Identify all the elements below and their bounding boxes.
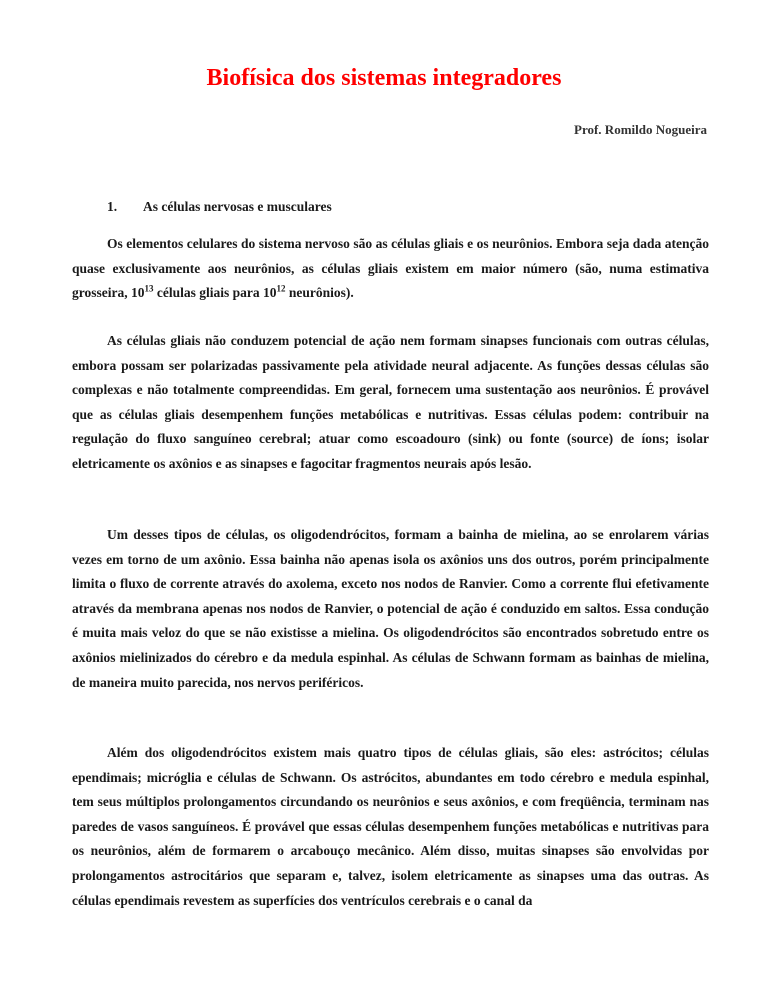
section-heading — [107, 199, 332, 215]
paragraph-2: As células gliais não conduzem potencial de ação nem formam sinapses funcionais com outras células, embora possam ser polarizadas passivamente pela atividade neural adjacente. As funções dessas células são complexas e não totalmente compreendidas. Em geral, fornecem uma sustentação aos neurônios. É provável que as células gliais desempenhem funções metabólicas e nutritivas. Essas células podem: contribuir na regulação do fluxo sanguíneo cerebral; atuar como escoadouro (sink) ou fonte (source) de íons; isolar eletricamente os axônios e as sinapses e fagocitar fragmentos neurais após lesão. — [72, 333, 709, 471]
paragraph-3: Um desses tipos de células, os oligodendrócitos, formam a bainha de mielina, ao se enrolarem várias vezes em torno de um axônio. Essa bainha não apenas isola os axônios uns dos outros, porém principalmente limita o fluxo de corrente através do axolema, exceto nos nodos de Ranvier. Como a corrente flui efetivamente através da membrana apenas nos nodos de Ranvier, o potencial de ação é conduzido em saltos. Essa condução é muita mais veloz do que se não existisse a mielina. Os oligodendrócitos são encontrados sobretudo entre os axônios mielinizados do cérebro e da medula espinhal. As células de Schwann formam as bainhas de mielina, de maneira muito parecida, nos nervos periféricos. — [72, 527, 709, 690]
exponent-13: 13 — [144, 283, 154, 294]
exponent-12: 12 — [276, 283, 286, 294]
section-number: 1. — [107, 199, 118, 214]
section-title: As células nervosas e musculares — [143, 199, 332, 214]
author-name: Prof. Romildo Nogueira — [574, 122, 707, 137]
paragraph-1-text-b: células gliais para 10 — [153, 285, 277, 301]
paragraph-4: Além dos oligodendrócitos existem mais quatro tipos de células gliais, são eles: astrócitos; células ependimais; micróglia e células de Schwann. Os astrócitos, abundantes em todo cérebro e medula espinhal, tem seus múltiplos prolongamentos circundando os neurônios e seus axônios, e com freqüência, terminam nas paredes de vasos sanguíneos. É provável que essas células desempenhem funções metabólicas e nutritivas para os neurônios, além de formarem o arcabouço mecânico. Além disso, muitas sinapses são envolvidas por prolongamentos astrocitários que separam e, talvez, isolem eletricamente as sinapses uma das outras. As células ependimais revestem as superfícies dos ventrículos cerebrais e o canal da — [72, 745, 709, 908]
paragraph-1-text-c: neurônios). — [285, 285, 354, 301]
paragraph-1 — [72, 232, 709, 306]
paragraph-1-text-a: Os elementos celulares do sistema nervoso são as células gliais e os neurônios. Embora seja dada atenção quase exclusivamente aos neurônios, as células gliais existem em maior número (são, numa estimativa grosseira, 10 — [72, 236, 709, 301]
document-title: Biofísica dos sistemas integradores — [206, 65, 562, 91]
